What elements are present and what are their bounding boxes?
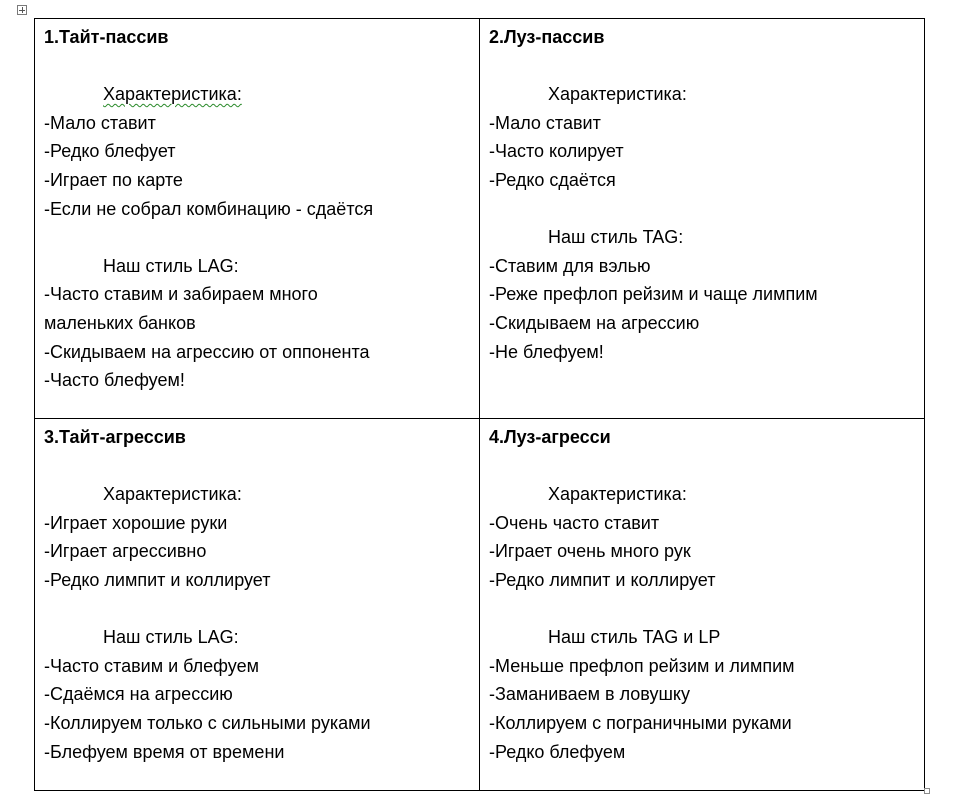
cell-loose-aggressive[interactable]: [480, 419, 925, 791]
cell-title: 4.Луз-агресси: [489, 427, 611, 447]
list-item: -Очень часто ставит: [489, 512, 660, 533]
characteristics-heading: Характеристика:: [103, 84, 242, 105]
list-item: -Редко лимпит и коллирует: [489, 569, 716, 590]
list-item: -Коллируем с пограничными руками: [489, 712, 792, 733]
list-item: -Редко блефуем: [489, 741, 626, 762]
table-move-handle[interactable]: [17, 5, 27, 15]
list-item: -Если не собрал комбинацию - сдаётся: [44, 198, 374, 219]
cell-title: 3.Тайт-агрессив: [44, 427, 186, 447]
list-item: -Часто колирует: [489, 141, 624, 162]
list-item: -Часто ставим и блефуем: [44, 655, 259, 676]
list-item: -Заманиваем в ловушку: [489, 684, 690, 705]
list-item: -Меньше префлоп рейзим и лимпим: [489, 655, 795, 676]
cell-title: 1.Тайт-пассив: [44, 27, 169, 47]
list-item: -Часто блефуем!: [44, 370, 185, 391]
list-item: -Часто ставим и забираем много: [44, 284, 318, 305]
style-heading: Наш стиль LAG:: [103, 627, 239, 648]
list-item: -Редко блефует: [44, 141, 176, 162]
characteristics-heading: Характеристика:: [103, 484, 242, 505]
list-item: -Играет агрессивно: [44, 541, 207, 562]
list-item: -Играет по карте: [44, 169, 183, 190]
list-item: -Ставим для вэлью: [489, 255, 651, 276]
cell-tight-aggressive[interactable]: [35, 419, 480, 791]
characteristics-heading: Характеристика:: [548, 84, 687, 105]
characteristics-heading: Характеристика:: [548, 484, 687, 505]
list-item: -Реже префлоп рейзим и чаще лимпим: [489, 284, 818, 305]
list-item: -Скидываем на агрессию от оппонента: [44, 341, 370, 362]
list-item: маленьких банков: [44, 312, 196, 333]
list-item: -Играет очень много рук: [489, 541, 691, 562]
list-item: -Мало ставит: [489, 112, 601, 133]
cell-title: 2.Луз-пассив: [489, 27, 605, 47]
cell-loose-passive[interactable]: [480, 19, 925, 419]
style-heading: Наш стиль TAG:: [548, 227, 684, 248]
list-item: -Скидываем на агрессию: [489, 312, 700, 333]
list-item: -Блефуем время от времени: [44, 741, 285, 762]
style-heading: Наш стиль TAG и LP: [548, 627, 721, 648]
player-types-table: [34, 18, 925, 791]
list-item: -Коллируем только с сильными руками: [44, 712, 371, 733]
list-item: -Редко лимпит и коллирует: [44, 569, 271, 590]
list-item: -Играет хорошие руки: [44, 512, 228, 533]
table-resize-handle[interactable]: [924, 788, 930, 794]
list-item: -Мало ставит: [44, 112, 156, 133]
list-item: -Сдаёмся на агрессию: [44, 684, 233, 705]
list-item: -Редко сдаётся: [489, 169, 616, 190]
table-row: [35, 19, 925, 419]
list-item: -Не блефуем!: [489, 341, 604, 362]
cell-tight-passive[interactable]: [35, 19, 480, 419]
style-heading: Наш стиль LAG:: [103, 255, 239, 276]
table-row: [35, 419, 925, 791]
